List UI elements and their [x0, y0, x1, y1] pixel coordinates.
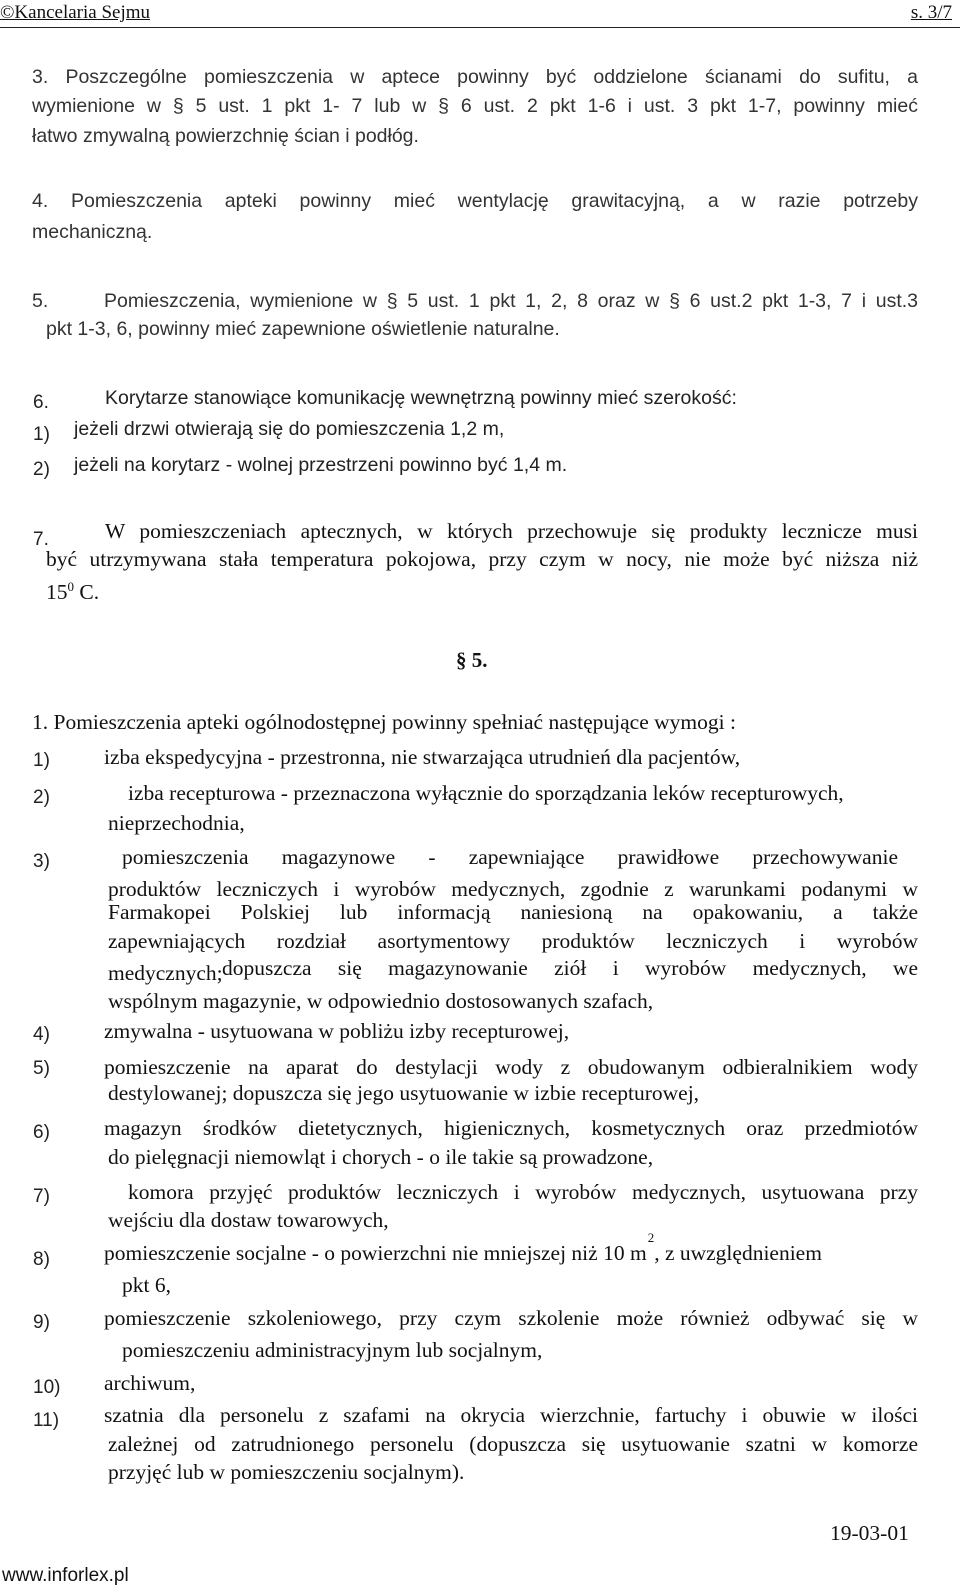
section-item-2-line-1: izba recepturowa - przeznaczona wyłącznie do sporządzania leków recepturowych, [128, 781, 844, 805]
paragraph-7-line-3 [46, 577, 99, 607]
section-item-3-line-2: produktów leczniczych i wyrobów medycznych, zgodnie z warunkami podanymi w [108, 877, 918, 901]
footer-date: 19-03-01 [830, 1521, 909, 1545]
page-number-link[interactable]: s. 3/7 [910, 2, 952, 23]
area-text-cont: , z uwzględnieniem [654, 1241, 822, 1265]
paragraph-7-line-1: W pomieszczeniach aptecznych, w których przechowuje się produkty lecznicze musi [105, 519, 918, 543]
temperature-value: 15 [46, 580, 68, 604]
section-item-5-number: 5) [33, 1058, 50, 1079]
section-item-3-line-5b: dopuszcza się magazynowanie ziół i wyrobów medycznych, we [222, 956, 918, 980]
section-item-4-number: 4) [33, 1024, 50, 1045]
paragraph-4-line-1: 4. Pomieszczenia apteki powinny mieć wentylację grawitacyjną, a w razie potrzeby [32, 190, 918, 212]
section-item-3-line-5a: medycznych; [108, 961, 223, 985]
section-item-11-number: 11) [33, 1410, 60, 1431]
section-item-1-number: 1) [33, 750, 50, 771]
area-text: pomieszczenie socjalne - o powierzchni nie mniejszej niż 10 m [104, 1241, 647, 1265]
section-item-3-line-4: zapewniających rozdział asortymentowy produktów leczniczych i wyrobów [108, 929, 918, 953]
section-item-6-number: 6) [33, 1122, 50, 1143]
section-item-9-line-2: pomieszczeniu administracyjnym lub socjalnym, [122, 1338, 543, 1362]
paragraph-6-number: 6. [33, 392, 49, 413]
copyright-link[interactable]: ©Kancelaria Sejmu [0, 2, 151, 23]
paragraph-7-number: 7. [33, 529, 49, 550]
section-item-6-line-1: magazyn środków dietetycznych, higienicznych, kosmetycznych oraz przedmiotów [104, 1116, 918, 1140]
paragraph-3-line-1: 3. Poszczególne pomieszczenia w aptece powinny być oddzielone ścianami do sufitu, a [32, 66, 918, 88]
section-item-3-line-1: pomieszczenia magazynowe - zapewniające prawidłowe przechowywanie [122, 845, 898, 869]
paragraph-6-item-1-number: 1) [33, 424, 50, 445]
section-item-3-line-3: Farmakopei Polskiej lub informacją naniesioną na opakowaniu, a także [108, 900, 918, 924]
paragraph-6-item-1-text: jeżeli drzwi otwierają się do pomieszczenia 1,2 m, [74, 418, 505, 440]
paragraph-6-item-2-number: 2) [33, 459, 50, 480]
paragraph-7-line-2: być utrzymywana stała temperatura pokojowa, przy czym w nocy, nie może być niższa niż [46, 547, 918, 571]
section-item-4-line-1: zmywalna - usytuowana w pobliżu izby recepturowej, [104, 1019, 570, 1043]
degree-sup: 0 [67, 579, 74, 594]
section-item-11-line-2: zależnej od zatrudnionego personelu (dopuszcza się usytuowanie szatni w komorze [108, 1432, 918, 1456]
header-divider [0, 27, 960, 28]
section-item-7-line-2: wejściu dla dostaw towarowych, [108, 1208, 389, 1232]
section-item-10-number: 10) [33, 1377, 61, 1398]
section-item-3-number: 3) [33, 851, 50, 872]
section-item-8-line-1 [104, 1230, 918, 1268]
section-intro: 1. Pomieszczenia apteki ogólnodostępnej powinny spełniać następujące wymogi : [32, 710, 736, 734]
square-sup: 2 [647, 1230, 655, 1245]
paragraph-5-number: 5. [32, 290, 49, 312]
footer-site: www.inforlex.pl [2, 1565, 129, 1586]
section-item-6-line-2: do pielęgnacji niemowląt i chorych - o ile takie są prowadzone, [108, 1145, 654, 1169]
section-item-7-line-1: komora przyjęć produktów leczniczych i wyrobów medycznych, usytuowana przy [128, 1180, 918, 1204]
paragraph-3-line-2: wymienione w § 5 ust. 1 pkt 1- 7 lub w § 6 ust. 2 pkt 1-6 i ust. 3 pkt 1-7, powinny mieć [32, 95, 918, 117]
section-item-8-line-2: pkt 6, [122, 1273, 171, 1297]
paragraph-3-line-3: łatwo zmywalną powierzchnię ścian i podłóg. [32, 125, 419, 147]
temperature-unit: C. [74, 580, 100, 604]
section-item-9-number: 9) [33, 1312, 50, 1333]
paragraph-6-item-2-text: jeżeli na korytarz - wolnej przestrzeni powinno być 1,4 m. [74, 454, 568, 476]
section-item-3-line-6: wspólnym magazynie, w odpowiednio dostosowanych szafach, [108, 989, 654, 1013]
section-heading: § 5. [456, 648, 488, 672]
section-item-2-line-2: nieprzechodnia, [108, 811, 245, 835]
paragraph-4-line-2: mechaniczną. [32, 221, 153, 243]
section-item-5-line-2: destylowanej; dopuszcza się jego usytuowanie w izbie recepturowej, [108, 1081, 700, 1105]
section-item-2-number: 2) [33, 787, 50, 808]
section-item-8-number: 8) [33, 1249, 50, 1270]
section-item-7-number: 7) [33, 1186, 50, 1207]
section-item-9-line-1: pomieszczenie szkoleniowego, przy czym szkolenie może również odbywać się w [104, 1306, 918, 1330]
section-item-10-line-1: archiwum, [104, 1371, 196, 1395]
paragraph-5-line-1: Pomieszczenia, wymienione w § 5 ust. 1 pkt 1, 2, 8 oraz w § 6 ust.2 pkt 1-3, 7 i ust.3 [104, 290, 918, 312]
section-item-11-line-1: szatnia dla personelu z szafami na okrycia wierzchnie, fartuchy i obuwie w ilości [104, 1403, 918, 1427]
section-item-11-line-3: przyjęć lub w pomieszczeniu socjalnym). [108, 1460, 465, 1484]
section-item-5-line-1: pomieszczenie na aparat do destylacji wody z obudowanym odbieralnikiem wody [104, 1055, 918, 1079]
section-item-1-line-1: izba ekspedycyjna - przestronna, nie stwarzająca utrudnień dla pacjentów, [104, 745, 741, 769]
paragraph-6-text: Korytarze stanowiące komunikację wewnętrzną powinny mieć szerokość: [105, 387, 737, 409]
paragraph-5-line-2: pkt 1-3, 6, powinny mieć zapewnione oświetlenie naturalne. [46, 318, 560, 340]
